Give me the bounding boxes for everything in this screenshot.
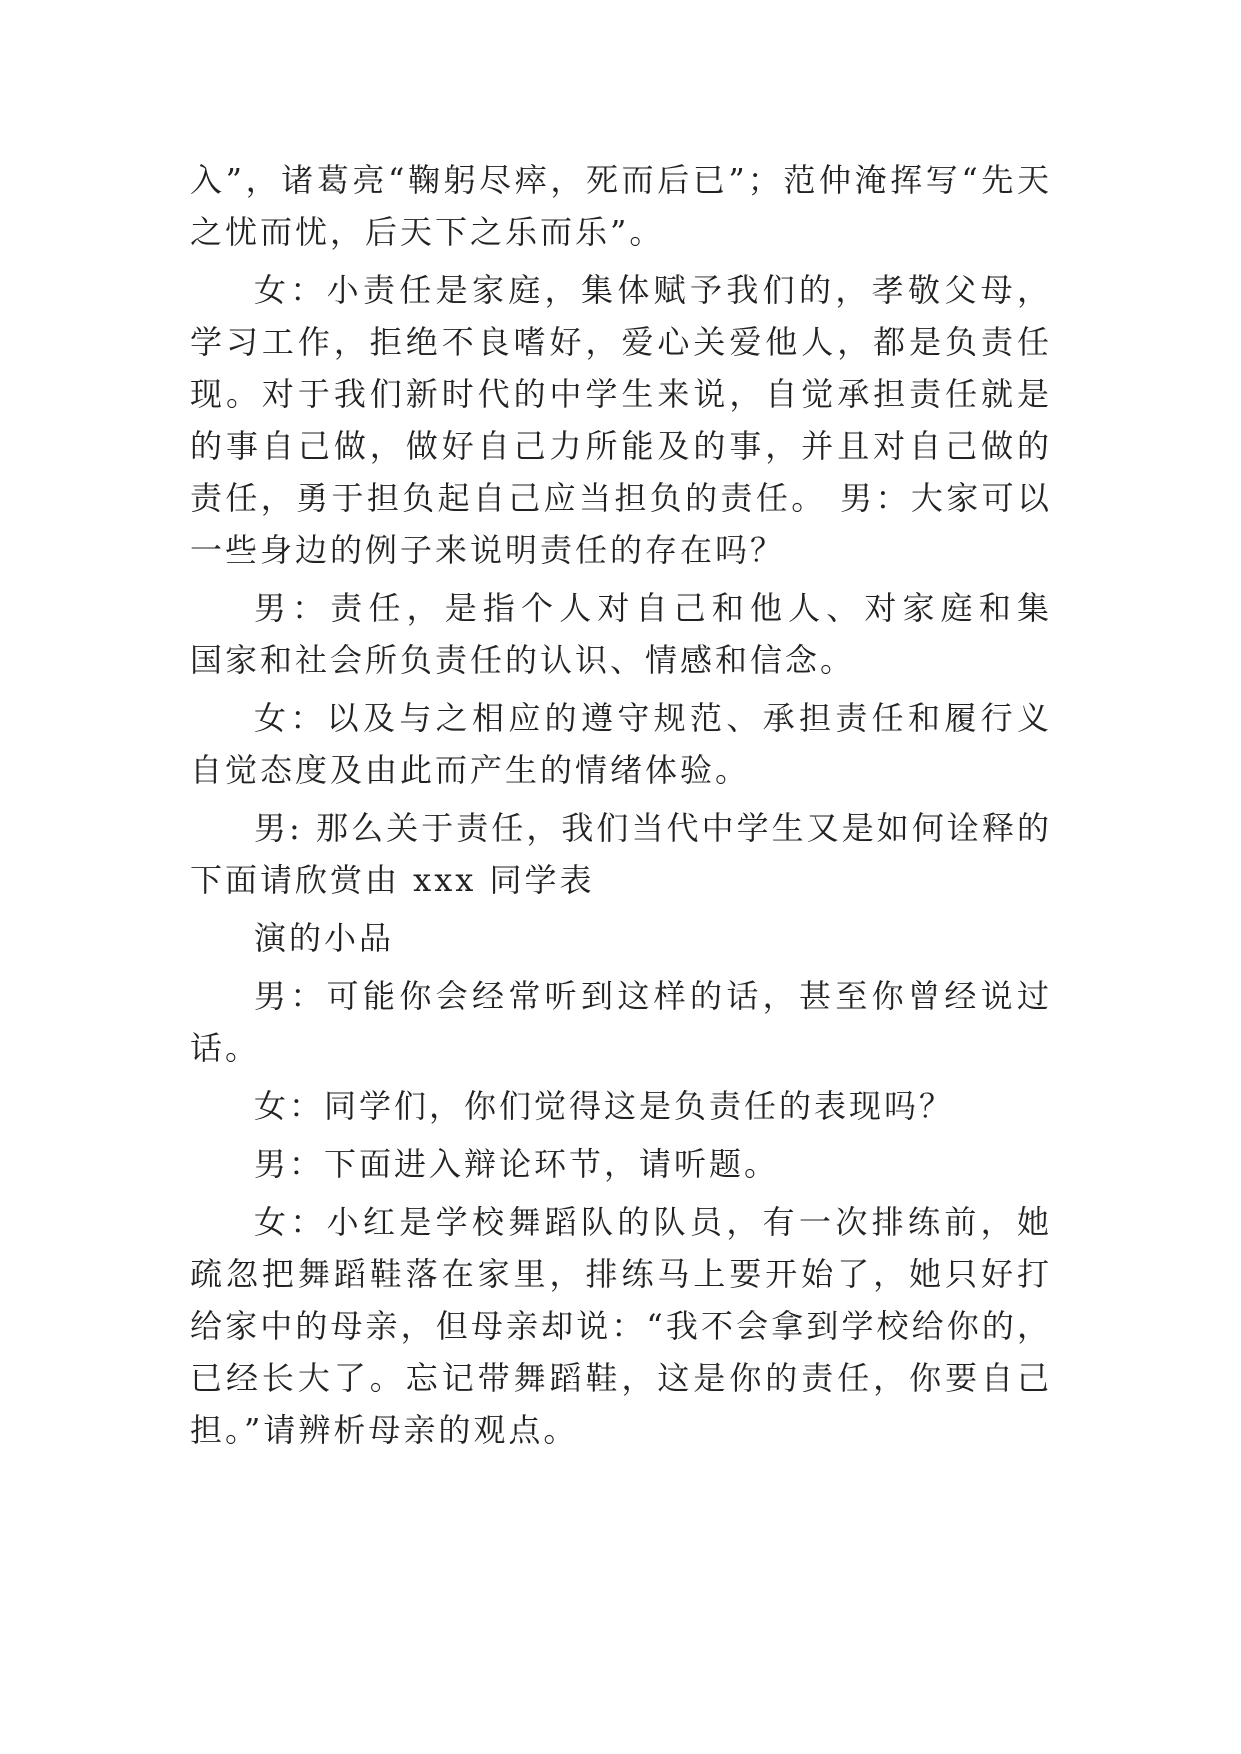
text-line: 的事自己做，做好自己力所能及的事，并且对自己做的 [190,427,1052,465]
text-line: 已经长大了。忘记带舞蹈鞋，这是你的责任，你要自己 [190,1359,1052,1397]
text-line: 之忧而忧，后天下之乐而乐”。 [190,213,665,251]
text-line: 男：责任，是指个人对自己和他人、对家庭和集 [254,589,1052,627]
text-line: 现。对于我们新时代的中学生来说，自觉承担责任就是 [190,375,1052,413]
text-line: 疏忽把舞蹈鞋落在家里，排练马上要开始了，她只好打 [190,1255,1052,1293]
text-line: 国家和社会所负责任的认识、情感和信念。 [190,641,856,679]
text-line: 入”，诸葛亮“鞠躬尽瘁，死而后已”；范仲淹挥写“先天 [190,161,1052,199]
text-line: 男: 那么关于责任，我们当代中学生又是如何诠释的 [254,809,1052,847]
text-line: 话。 [190,1029,261,1067]
text-line: 演的小品 [254,919,395,957]
text-line: 女：同学们，你们觉得这是负责任的表现吗？ [254,1087,955,1125]
text-line: 给家中的母亲，但母亲却说：“我不会拿到学校给你的， [190,1307,1052,1345]
text-line: 一些身边的例子来说明责任的存在吗？ [190,531,786,569]
text-line: 女：小红是学校舞蹈队的队员，有一次排练前，她 [254,1203,1052,1241]
text-line: 下面请欣赏由 xxx 同学表 [190,861,595,899]
text-line: 学习工作，拒绝不良嗜好，爱心关爱他人，都是负责任 [190,323,1052,361]
text-line: 责任，勇于担负起自己应当担负的责任。 男：大家可以 [190,479,1052,517]
text-line: 女：小责任是家庭，集体赋予我们的，孝敬父母， [254,271,1052,309]
text-line: 自觉态度及由此而产生的情绪体验。 [190,751,751,789]
text-line: 男：下面进入辩论环节，请听题。 [254,1145,780,1183]
text-line: 男：可能你会经常听到这样的话，甚至你曾经说过 [254,977,1052,1015]
text-line: 女：以及与之相应的遵守规范、承担责任和履行义 [254,699,1052,737]
text-line: 担。”请辨析母亲的观点。 [190,1411,579,1449]
